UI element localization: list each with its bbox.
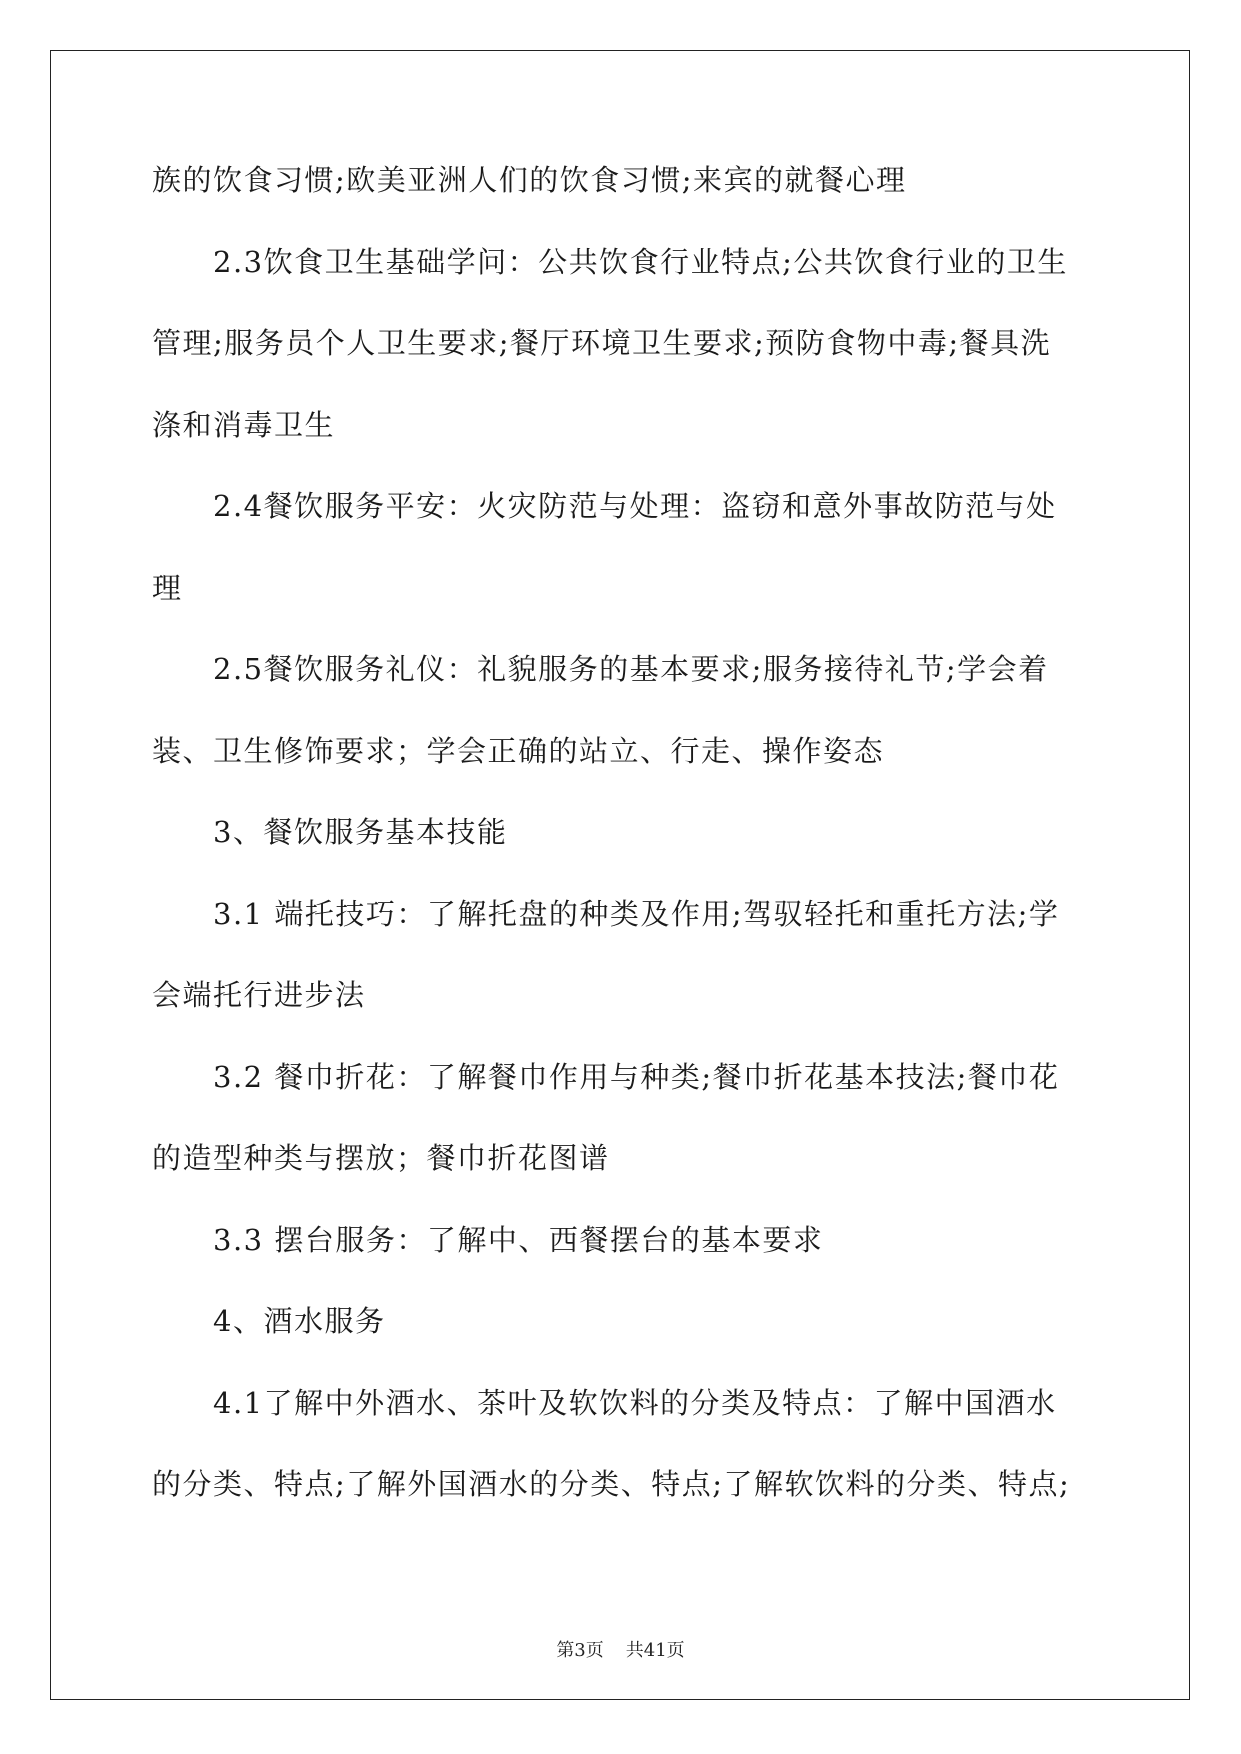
text-line: 管理;服务员个人卫生要求;餐厅环境卫生要求;预防食物中毒;餐具洗 [152, 326, 1052, 360]
text-line: 3、餐饮服务基本技能 [152, 815, 508, 849]
text-line: 会端托行进步法 [152, 978, 366, 1012]
text-line: 的造型种类与摆放；餐巾折花图谱 [152, 1141, 610, 1175]
text-line: 的分类、特点;了解外国酒水的分类、特点;了解软饮料的分类、特点; [152, 1467, 1071, 1501]
text-line: 3.2 餐巾折花：了解餐巾作用与种类;餐巾折花基本技法;餐巾花 [152, 1059, 1060, 1094]
text-line: 涤和消毒卫生 [152, 407, 336, 442]
text-line: 装、卫生修饰要求；学会正确的站立、行走、操作姿态 [152, 733, 885, 768]
text-line: 3.3 摆台服务：了解中、西餐摆台的基本要求 [152, 1222, 824, 1257]
document-body [152, 160, 1090, 1546]
text-line: 2.5餐饮服务礼仪：礼貌服务的基本要求;服务接待礼节;学会着 [152, 652, 1049, 686]
text-line: 理 [152, 570, 183, 605]
text-line: 2.3饮食卫生基础学问：公共饮食行业特点;公共饮食行业的卫生 [152, 244, 1068, 279]
text-line: 4、酒水服务 [152, 1304, 386, 1338]
text-line: 族的饮食习惯;欧美亚洲人们的饮食习惯;来宾的就餐心理 [152, 163, 907, 197]
text-line: 3.1 端托技巧：了解托盘的种类及作用;驾驭轻托和重托方法;学 [152, 896, 1060, 931]
text-line: 4.1了解中外酒水、茶叶及软饮料的分类及特点：了解中国酒水 [152, 1385, 1057, 1420]
text-line: 2.4餐饮服务平安：火灾防范与处理：盗窃和意外事故防范与处 [152, 489, 1057, 523]
page-footer [0, 1636, 1241, 1662]
total-page-count: 共41页 [625, 1640, 685, 1661]
current-page-number: 第3页 [556, 1640, 604, 1661]
